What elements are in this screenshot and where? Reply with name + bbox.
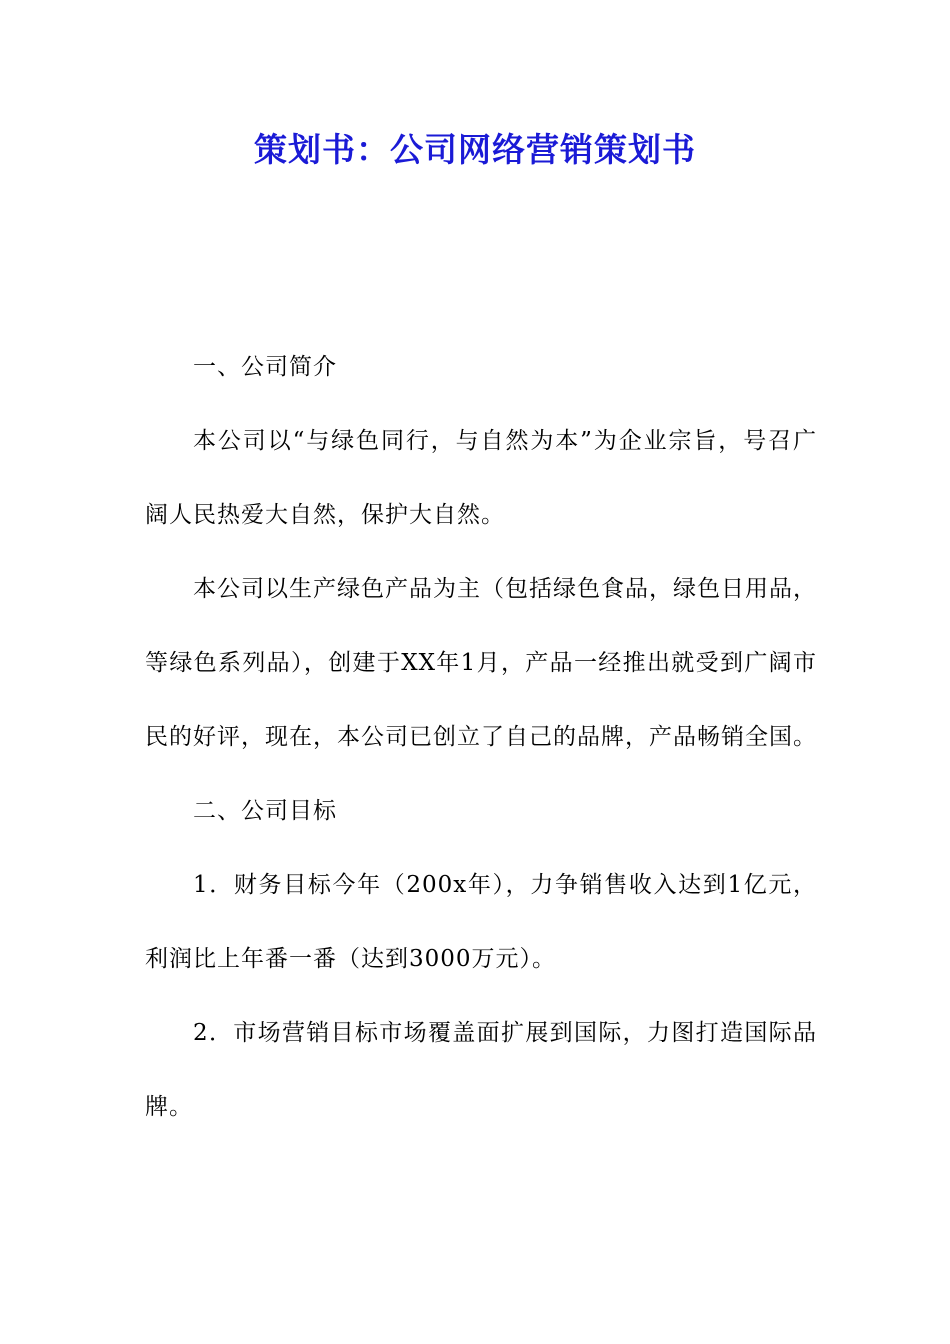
- paragraph-financial-goal: 1．财务目标今年（200x年），力争销售收入达到1亿元，利润比上年番一番（达到3000万元）。: [145, 872, 817, 972]
- paragraph-company-products: 本公司以生产绿色产品为主（包括绿色食品，绿色日用品，等绿色系列品），创建于XX年1月，产品一经推出就受到广阔市民的好评，现在，本公司已创立了自己的品牌，产品畅销全国。: [145, 576, 817, 750]
- paragraph-marketing-goal: 2．市场营销目标市场覆盖面扩展到国际，力图打造国际品牌。: [145, 1020, 817, 1120]
- document-title: 策划书：公司网络营销策划书: [254, 130, 696, 169]
- section-heading-company-goals: 二、公司目标: [193, 798, 337, 824]
- section-heading-company-intro: 一、公司简介: [193, 354, 337, 380]
- paragraph-company-mission: 本公司以“与绿色同行，与自然为本”为企业宗旨，号召广阔人民热爱大自然，保护大自然。: [145, 428, 817, 528]
- document-body: [145, 330, 817, 1144]
